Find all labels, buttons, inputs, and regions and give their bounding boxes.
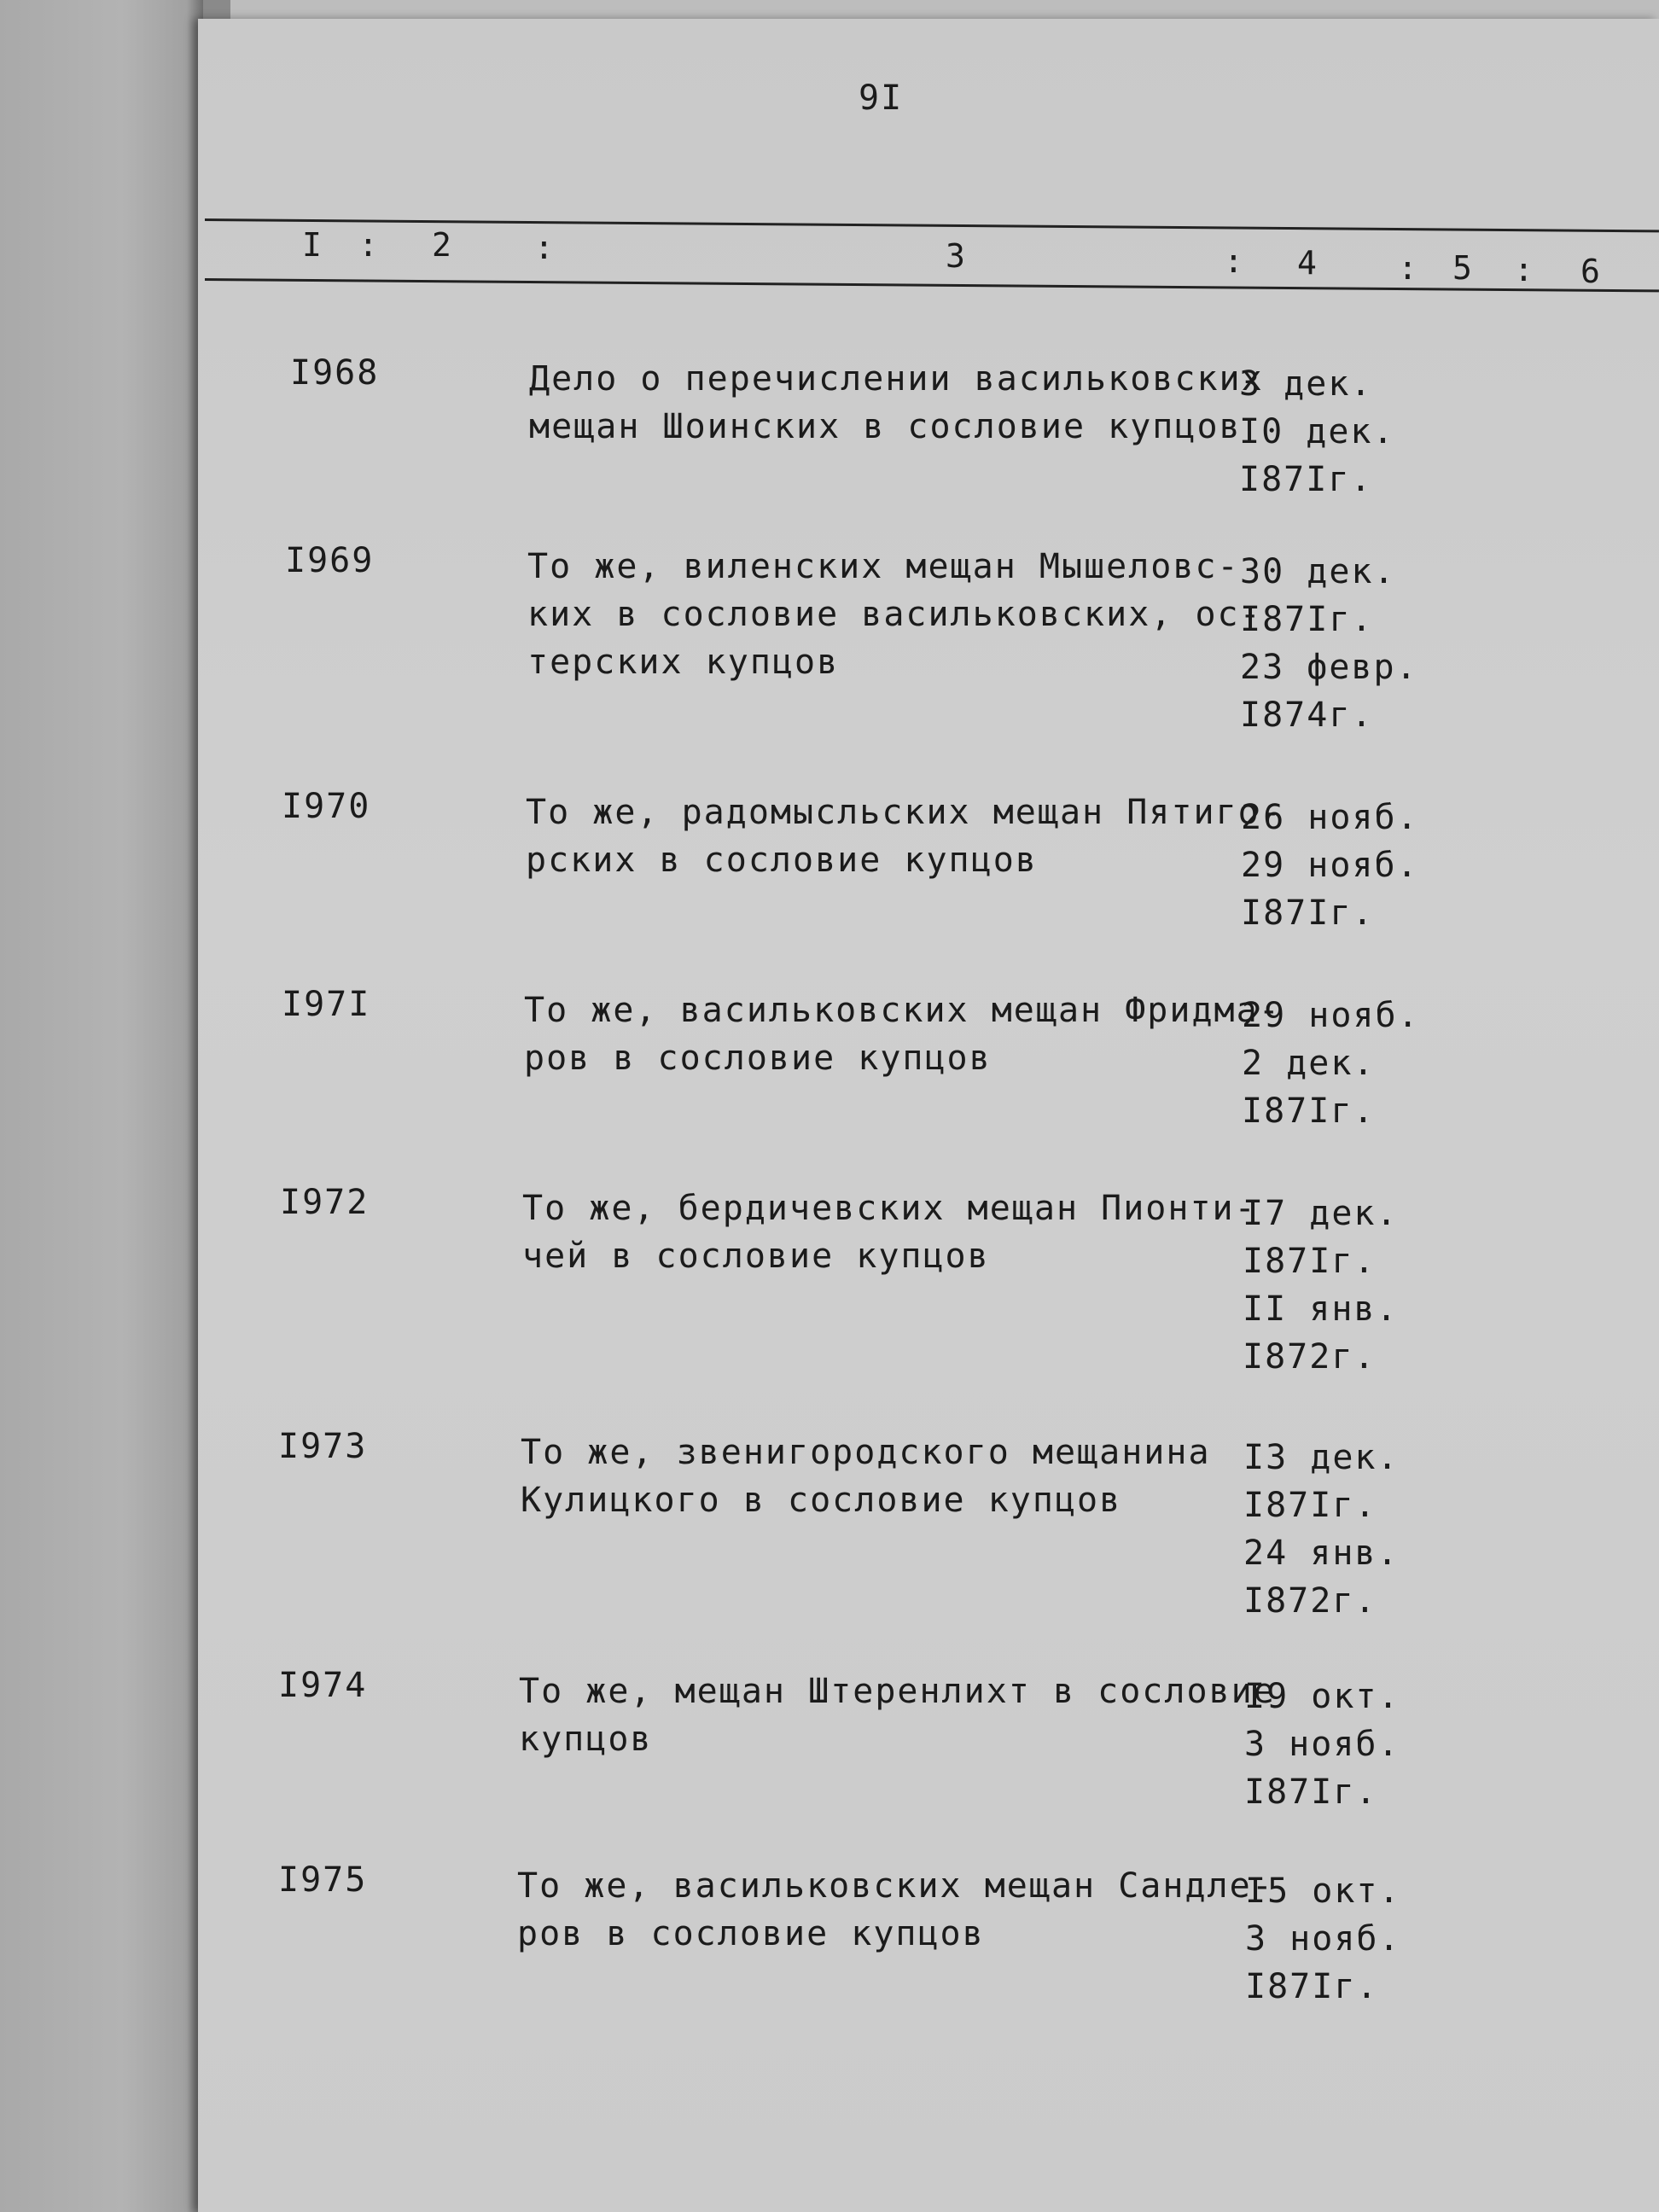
column-separator: : — [1398, 249, 1419, 287]
description-line: То же, васильковских мещан Сандле- — [517, 1866, 1274, 1906]
entry-dates — [1242, 992, 1420, 1135]
entry-number: I969 — [285, 541, 375, 580]
column-header-4: 3 — [946, 237, 967, 275]
date-line: 2 дек. — [1242, 1044, 1376, 1083]
date-line: I872г. — [1243, 1337, 1377, 1377]
description-line: То же, звенигородского мещанина — [521, 1433, 1211, 1472]
description-line: То же, бердичевских мещан Пионти- — [522, 1189, 1257, 1228]
date-line: I9 окт. — [1244, 1677, 1400, 1716]
date-line: I87Iг. — [1245, 1967, 1379, 2006]
description-line: То же, радомысльских мещан Пятиго- — [526, 793, 1283, 832]
description-line: То же, мещан Штеренлихт в сословие — [519, 1672, 1276, 1711]
entry-dates — [1243, 1434, 1400, 1625]
date-line: I87Iг. — [1243, 1486, 1377, 1525]
entry-description — [527, 543, 1262, 686]
date-line: I87Iг. — [1241, 894, 1375, 933]
entry-description — [524, 987, 1281, 1082]
description-line: Дело о перечислении васильковских — [529, 359, 1264, 399]
column-header-2: 2 — [432, 226, 453, 264]
date-line: I87Iг. — [1239, 460, 1373, 499]
entry-dates — [1243, 1190, 1399, 1381]
entry-number: I968 — [290, 353, 380, 393]
entry-dates — [1244, 1673, 1400, 1816]
date-line: 29 нояб. — [1241, 846, 1419, 885]
description-line: Кулицкого в сословие купцов — [521, 1481, 1122, 1520]
date-line: I87Iг. — [1244, 1773, 1378, 1812]
entry-number: I975 — [278, 1860, 368, 1900]
column-separator: : — [1514, 251, 1535, 288]
date-line: I0 дек. — [1239, 412, 1395, 451]
entry-description — [521, 1429, 1211, 1524]
date-line: I874г. — [1240, 696, 1374, 735]
description-line: чей в сословие купцов — [522, 1237, 990, 1276]
column-header-0: I — [302, 226, 323, 264]
date-line: 30 дек. — [1240, 552, 1396, 591]
date-line: 3 дек. — [1239, 364, 1373, 404]
column-header-10: 6 — [1580, 253, 1602, 290]
date-line: I87Iг. — [1242, 1091, 1376, 1131]
entry-dates — [1245, 1867, 1401, 2011]
entry-description — [529, 355, 1264, 451]
date-line: I872г. — [1243, 1581, 1377, 1621]
entry-dates — [1241, 794, 1419, 937]
date-line: I7 дек. — [1243, 1194, 1399, 1233]
entry-number: I972 — [280, 1183, 370, 1222]
description-line: ров в сословие купцов — [517, 1914, 985, 1953]
date-line: 3 нояб. — [1245, 1919, 1401, 1959]
entry-description — [517, 1862, 1274, 1958]
date-line: 29 нояб. — [1242, 996, 1420, 1035]
description-line: терских купцов — [527, 643, 840, 682]
column-header-8: 5 — [1452, 249, 1474, 287]
page-number: 9I — [859, 79, 904, 118]
date-line: I3 дек. — [1243, 1438, 1400, 1477]
adjacent-page-edge — [0, 0, 203, 2212]
date-line: 3 нояб. — [1244, 1725, 1400, 1764]
entry-description — [522, 1185, 1257, 1280]
entry-dates — [1240, 548, 1418, 739]
column-separator: : — [1224, 242, 1245, 280]
entry-dates — [1239, 360, 1395, 504]
date-line: 26 нояб. — [1241, 798, 1419, 837]
description-line: купцов — [519, 1720, 653, 1759]
column-separator: : — [358, 226, 380, 264]
entry-number: I973 — [278, 1427, 368, 1466]
description-line: ров в сословие купцов — [524, 1039, 992, 1078]
entry-number: I97I — [282, 985, 371, 1024]
entry-description — [519, 1668, 1276, 1763]
entry-number: I970 — [282, 787, 371, 826]
entry-number: I974 — [278, 1666, 368, 1705]
description-line: мещан Шоинских в сословие купцов — [529, 407, 1242, 446]
description-line: То же, васильковских мещан Фридма- — [524, 991, 1281, 1030]
entry-description — [526, 789, 1283, 884]
column-header-6: 4 — [1297, 244, 1318, 282]
date-line: I5 окт. — [1245, 1871, 1401, 1911]
date-line: II янв. — [1243, 1289, 1399, 1329]
date-line: I87Iг. — [1243, 1242, 1377, 1281]
description-line: ких в сословие васильковских, ос- — [527, 595, 1262, 634]
date-line: 23 февр. — [1240, 648, 1418, 687]
description-line: То же, виленских мещан Мышеловс- — [527, 547, 1240, 586]
date-line: 24 янв. — [1243, 1534, 1400, 1573]
date-line: I87Iг. — [1240, 600, 1374, 639]
description-line: рских в сословие купцов — [526, 841, 1038, 880]
column-separator: : — [534, 229, 556, 266]
